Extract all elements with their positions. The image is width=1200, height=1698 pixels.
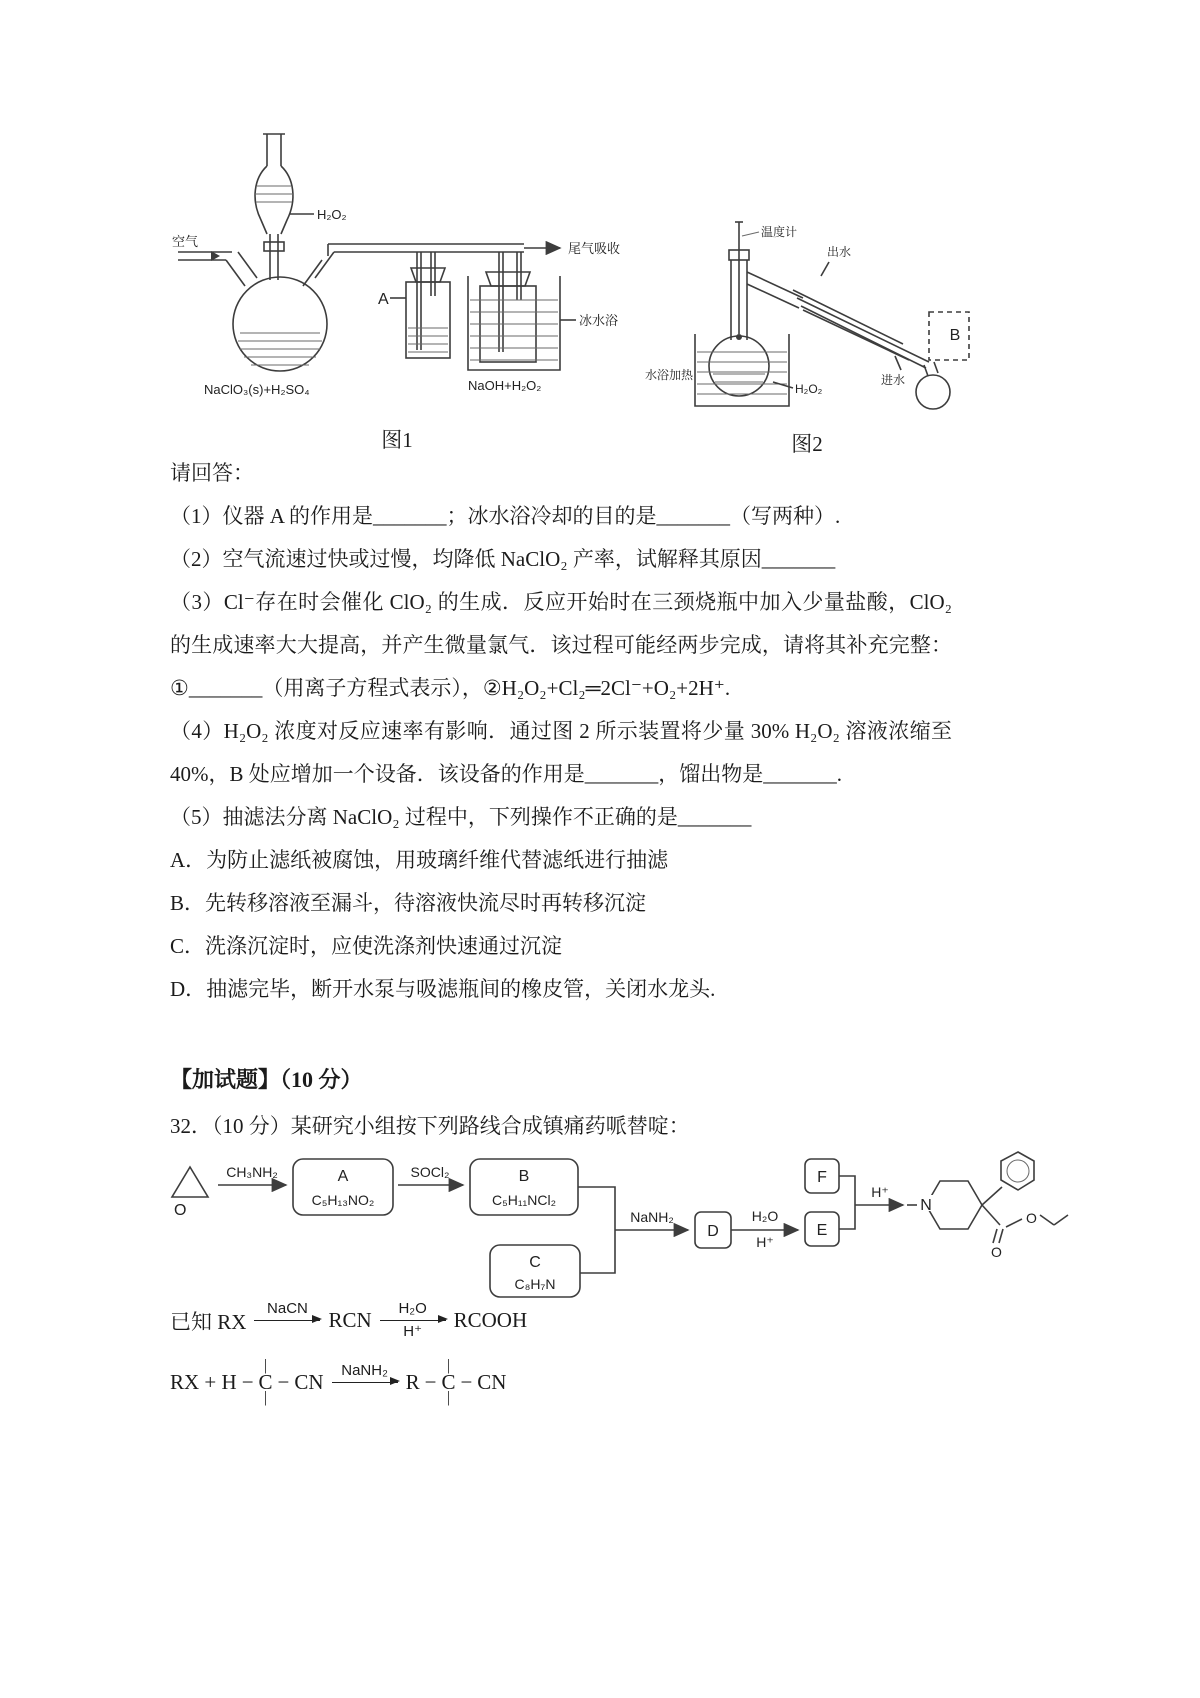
- known-reaction-1: [170, 1300, 527, 1341]
- known2-r: R: [405, 1369, 420, 1394]
- carbon-atom: C: [258, 1370, 273, 1394]
- bond: −: [277, 1369, 290, 1394]
- flask-contents-label: NaClO₃(s)+H₂SO₄: [204, 382, 310, 397]
- option-d: D．抽滤完毕，断开水泵与吸滤瓶间的橡皮管，关闭水龙头.: [170, 977, 716, 1001]
- compound-d-box: [695, 1212, 731, 1248]
- epoxide-o-label: O: [174, 1202, 187, 1219]
- option-a: A．为防止滤纸被腐蚀，用玻璃纤维代替滤纸进行抽滤: [170, 848, 669, 872]
- arrow-shaft: [332, 1382, 398, 1383]
- ice-bath-label: 冰水浴: [579, 313, 619, 328]
- tail-gas-label: 尾气吸收: [568, 241, 621, 256]
- absorber-contents-label: NaOH+H₂O₂: [468, 378, 542, 393]
- figure1-caption: 图1: [381, 428, 413, 452]
- compound-c-formula: C₈H₇N: [514, 1276, 556, 1292]
- question-32: 32．（10 分）某研究小组按下列路线合成镇痛药哌替啶：: [170, 1114, 690, 1138]
- known1-rcooh: RCOOH: [453, 1308, 528, 1332]
- three-neck-flask: [204, 252, 334, 397]
- reagent-nanh2: NaNH₂: [630, 1209, 674, 1225]
- reagent-socl2: SOCl₂: [410, 1164, 450, 1180]
- compound-e-label: E: [816, 1222, 828, 1239]
- carbon-with-bonds: [441, 1358, 455, 1406]
- bond: −: [460, 1369, 473, 1394]
- compound-e-box: [805, 1212, 839, 1246]
- device-b-label: B: [949, 327, 961, 344]
- gas-manifold: [328, 241, 620, 256]
- compound-b-box: [470, 1159, 578, 1215]
- synthesis-route: [160, 1145, 1100, 1315]
- question-2: （2）空气流速过快或过慢，均降低 NaClO₂ 产率，试解释其原因_______: [170, 547, 836, 571]
- funnel-h2o2-label: H₂O₂: [317, 207, 347, 222]
- gas-washing-bottle-a: [378, 252, 450, 358]
- questions-intro: 请回答：: [170, 461, 254, 485]
- reagent-hplus-1: H⁺: [756, 1234, 774, 1250]
- water-in-label: 进水: [881, 373, 906, 387]
- air-inlet-tube: [172, 234, 232, 261]
- vertical-bond: |: [446, 1389, 451, 1406]
- compound-f-label: F: [817, 1169, 827, 1186]
- condenser: [747, 244, 929, 387]
- vertical-bond: |: [263, 1389, 268, 1406]
- water-bath-label: 水浴加热: [645, 368, 694, 382]
- arrow-shaft: [254, 1320, 320, 1321]
- option-b: B．先转移溶液至漏斗，待溶液快流尽时再转移沉淀: [170, 891, 647, 915]
- compound-c-box: [490, 1245, 580, 1297]
- carbonyl-oxygen-label: O: [991, 1244, 1002, 1260]
- question-5: （5）抽滤法分离 NaClO₂ 过程中，下列操作不正确的是_______: [170, 805, 752, 829]
- cn-group: CN: [294, 1369, 324, 1394]
- nacn-label: NaCN: [267, 1300, 308, 1317]
- carbon-with-bonds: [259, 1358, 273, 1406]
- question-4: （4）H₂O₂ 浓度对反应速率有影响．通过图 2 所示装置将少量 30% H₂O₂ 溶液浓缩至 40%，B 处应增加一个设备．该设备的作用是_______，馏出物是_______.: [170, 719, 952, 786]
- receiving-flask: [916, 362, 950, 409]
- nanh2-label: NaNH₂: [341, 1361, 388, 1379]
- bonus-header: 【加试题】（10 分）: [170, 1067, 363, 1092]
- reagent-ch3nh2: CH₃NH₂: [226, 1164, 278, 1180]
- hydrolysis-arrow: [380, 1300, 446, 1341]
- bottle-a-label: A: [378, 291, 389, 308]
- cn-group: CN: [477, 1369, 507, 1394]
- dropping-funnel: [255, 134, 347, 280]
- bond: −: [424, 1369, 437, 1394]
- figure2-h2o2-label: H₂O₂: [795, 382, 823, 396]
- bond: −: [241, 1369, 254, 1394]
- ring-nitrogen-label: N: [920, 1197, 932, 1214]
- compound-b-label: B: [518, 1168, 530, 1185]
- pethidine-structure: [907, 1152, 1068, 1260]
- compound-a-box: [293, 1159, 393, 1215]
- figure2-caption: 图2: [791, 432, 823, 456]
- vertical-bond: |: [263, 1357, 268, 1374]
- apparatus-figure-2: [645, 216, 975, 431]
- compound-a-formula: C₅H₁₃NO₂: [311, 1192, 375, 1208]
- question-block: [170, 452, 952, 1011]
- question-3: （3）Cl⁻存在时会催化 ClO₂ 的生成．反应开始时在三颈烧瓶中加入少量盐酸，ClO₂ 的生成速率大大提高，并产生微量氯气．该过程可能经两步完成，请将其补充完整：①_______（用离子方程式表示），②H₂O₂+Cl₂═2Cl⁻+O₂+2H⁺.: [170, 590, 952, 700]
- reagent-hplus-2: H⁺: [871, 1184, 889, 1200]
- thermometer-label: 温度计: [761, 225, 798, 239]
- compound-d-label: D: [707, 1223, 719, 1240]
- air-label: 空气: [172, 234, 199, 249]
- water-out-label: 出水: [827, 245, 852, 259]
- apparatus-figure-1: [168, 128, 638, 403]
- device-b-placeholder: [929, 312, 969, 360]
- reagent-h2o: H₂O: [751, 1208, 779, 1224]
- question-1: （1）仪器 A 的作用是_______；冰水浴冷却的目的是_______（写两种）.: [170, 504, 841, 528]
- hplus-label: H⁺: [403, 1323, 422, 1340]
- arrow-shaft: [380, 1320, 446, 1321]
- option-c: C．洗涤沉淀时，应使洗涤剂快速通过沉淀: [170, 934, 563, 958]
- known1-prefix: 已知 RX: [170, 1309, 247, 1334]
- ice-bath-bottle: [468, 252, 618, 393]
- carbon-atom: C: [441, 1370, 456, 1394]
- epoxide-structure: [172, 1167, 208, 1219]
- known1-rcn: RCN: [328, 1308, 372, 1332]
- ester-oxygen-label: O: [1026, 1210, 1037, 1226]
- known2-seg1: RX + H: [170, 1369, 237, 1394]
- compound-b-formula: C₅H₁₁NCl₂: [491, 1192, 557, 1208]
- nanh2-arrow: [332, 1362, 398, 1403]
- compound-c-label: C: [529, 1254, 541, 1271]
- vertical-bond: |: [446, 1357, 451, 1374]
- known-reaction-2: [170, 1358, 506, 1406]
- compound-a-label: A: [337, 1168, 349, 1185]
- compound-f-box: [805, 1159, 839, 1193]
- h2o-label: H₂O: [398, 1300, 427, 1317]
- nacn-arrow: [254, 1300, 320, 1341]
